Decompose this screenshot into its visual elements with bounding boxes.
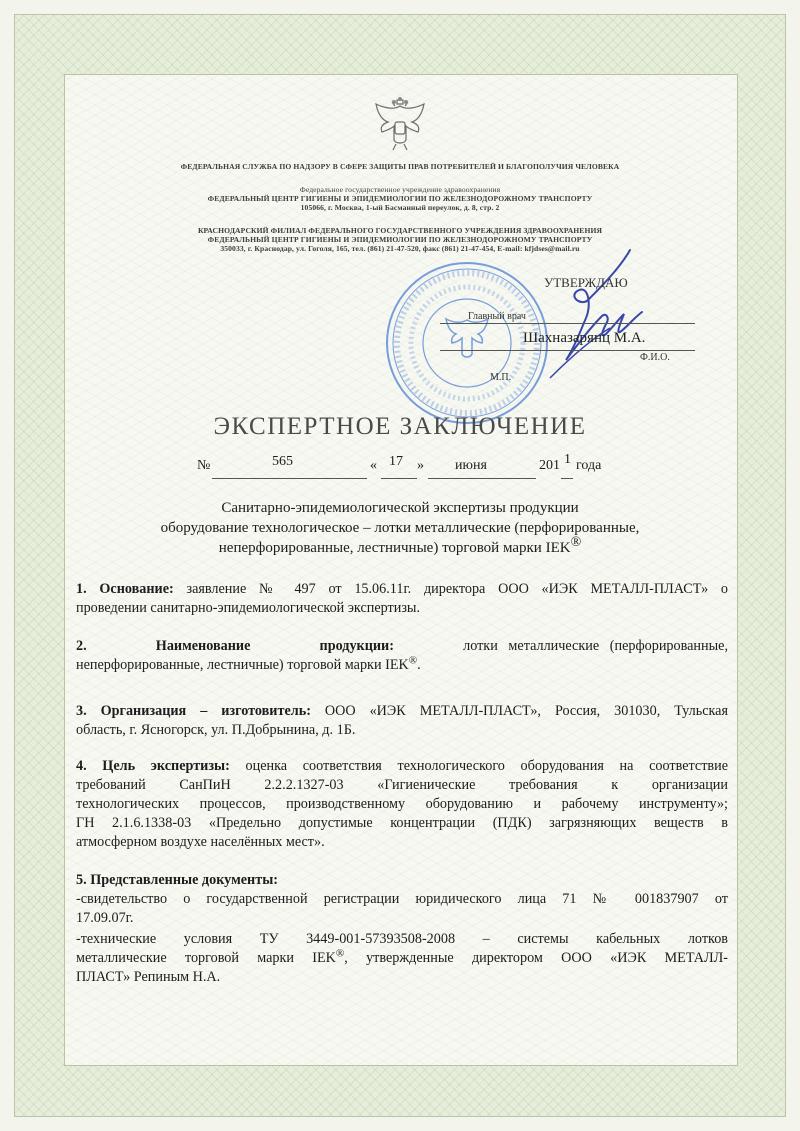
subtitle-line-3: [140, 535, 660, 558]
fio-label: Ф.И.О.: [640, 352, 670, 363]
name-underline: [440, 349, 695, 351]
product-text-end: .: [417, 657, 421, 673]
examination-subtitle: [140, 498, 660, 558]
section-documents: [76, 871, 728, 987]
institution-name: ФЕДЕРАЛЬНЫЙ ЦЕНТР ГИГИЕНЫ И ЭПИДЕМИОЛОГИИ ПО ЖЕЛЕЗНОДОРОЖНОМУ ТРАНСПОРТУ: [207, 194, 593, 203]
product-text-1: лотки металлические (перфорированные,: [463, 638, 728, 654]
branch-name: КРАСНОДАРСКИЙ ФИЛИАЛ ФЕДЕРАЛЬНОГО ГОСУДАРСТВЕННОГО УЧРЕЖДЕНИЯ ЗДРАВООХРАНЕНИЯ: [197, 226, 603, 235]
signature-icon: [530, 248, 660, 388]
branch-center: ФЕДЕРАЛЬНЫЙ ЦЕНТР ГИГИЕНЫ И ЭПИДЕМИОЛОГИИ ПО ЖЕЛЕЗНОДОРОЖНОМУ ТРАНСПОРТУ: [207, 235, 593, 244]
institution-type: Федеральное государственное учреждение здравоохранения: [299, 185, 501, 194]
documents-item-2-line-1: -технические условия ТУ 3449-001-57393508-2008 – системы кабельных лотков: [76, 931, 728, 947]
year-digit: 1: [564, 452, 571, 467]
branch-address: 350033, г. Краснодар, ул. Гоголя, 165, тел. (861) 21-47-520, факс (861) 21-47-454, E-mail: kfjdses@mail.ru: [220, 244, 580, 253]
documents-item-2-line-3: ПЛАСТ» Репиным Н.А.: [76, 969, 221, 985]
document-title: ЭКСПЕРТНОЕ ЗАКЛЮЧЕНИЕ: [213, 413, 587, 440]
seal-label: М.П.: [490, 372, 512, 383]
section-basis: [76, 580, 728, 618]
documents-item-2-text-b: , утвержденные директором ООО «ИЭК МЕТАЛЛ-: [344, 950, 728, 966]
document-number: 565: [272, 454, 293, 469]
purpose-text-1: оценка соответствия технологического оборудования на соответствие: [229, 758, 728, 774]
approver-name: Шахназарянц М.А.: [523, 330, 646, 346]
document-day: 17: [389, 454, 403, 469]
documents-item-2-text-a: металлические торговой марки IEK: [76, 950, 336, 966]
documents-item-1-line-1: -свидетельство о государственной регистрации юридического лица 71 № 001837907 от: [76, 891, 728, 907]
purpose-label: 4. Цель экспертизы:: [76, 758, 230, 774]
subtitle-line-3-text: неперфорированные, лестничные) торговой марки IEK: [218, 540, 571, 556]
service-name: ФЕДЕРАЛЬНАЯ СЛУЖБА ПО НАДЗОРУ В СФЕРЕ ЗАЩИТЫ ПРАВ ПОТРЕБИТЕЛЕЙ И БЛАГОПОЛУЧИЯ ЧЕЛОВЕКА: [180, 162, 620, 171]
day-underline: [381, 477, 417, 479]
number-underline: [212, 477, 367, 479]
purpose-text-3: технологических процессов, производственному оборудованию и рабочему инструменту»;: [76, 796, 728, 812]
documents-item-1-line-2: 17.09.07г.: [76, 910, 134, 926]
purpose-text-2: требований СанПиН 2.2.2.1327-03 «Гигиенические требования к организации: [76, 777, 728, 793]
approved-label: УТВЕРЖДАЮ: [544, 275, 628, 290]
section-manufacturer: [76, 702, 728, 740]
year-underline: [561, 477, 573, 479]
position-label: Главный врач: [468, 311, 526, 322]
documents-label: 5. Представленные документы:: [76, 872, 278, 888]
purpose-text-5: атмосферном воздухе населённых мест».: [76, 834, 325, 850]
product-text-2: неперфорированные, лестничные) торговой марки IEK: [76, 657, 409, 673]
product-label-word-2: продукции:: [319, 638, 394, 654]
subtitle-line-1: Санитарно-эпидемиологической экспертизы продукции: [221, 500, 579, 516]
subtitle-line-2: оборудование технологическое – лотки металлические (перфорированные,: [160, 520, 640, 536]
year-label: года: [576, 458, 602, 473]
manufacturer-label: 3. Организация – изготовитель:: [76, 703, 311, 719]
product-registered-mark: ®: [408, 654, 418, 667]
product-label-word-1: Наименование: [155, 638, 251, 654]
position-underline: [440, 322, 695, 324]
basis-text-1: заявление № 497 от 15.06.11г. директора ООО «ИЭК МЕТАЛЛ-ПЛАСТ» о: [173, 581, 728, 597]
documents-registered-mark: ®: [335, 947, 345, 960]
basis-text-2: проведении санитарно-эпидемиологической экспертизы.: [76, 600, 421, 616]
institution-address: 105066, г. Москва, 1-ый Басманный переулок, д. 8, стр. 2: [300, 203, 500, 212]
document-month: июня: [455, 458, 487, 473]
section-purpose: [76, 757, 728, 852]
day-quote-open: «: [370, 458, 377, 473]
purpose-text-4: ГН 2.1.6.1338-03 «Предельно допустимые концентрации (ПДК) загрязняющих веществ в: [76, 815, 728, 831]
manufacturer-text-2: область, г. Ясногорск, ул. П.Добрынина, д. 1Б.: [76, 722, 356, 738]
day-quote-close: »: [417, 458, 424, 473]
basis-label: 1. Основание:: [76, 581, 174, 597]
number-label: №: [197, 458, 211, 473]
year-prefix: 201: [539, 458, 560, 473]
manufacturer-text-1: ООО «ИЭК МЕТАЛЛ-ПЛАСТ», Россия, 301030, Тульская: [310, 703, 728, 719]
registered-mark: ®: [570, 535, 582, 550]
product-num: 2.: [76, 638, 87, 654]
documents-item-2-line-2: [76, 949, 728, 968]
eagle-emblem-icon: [370, 96, 430, 152]
section-product-name: [76, 637, 728, 675]
